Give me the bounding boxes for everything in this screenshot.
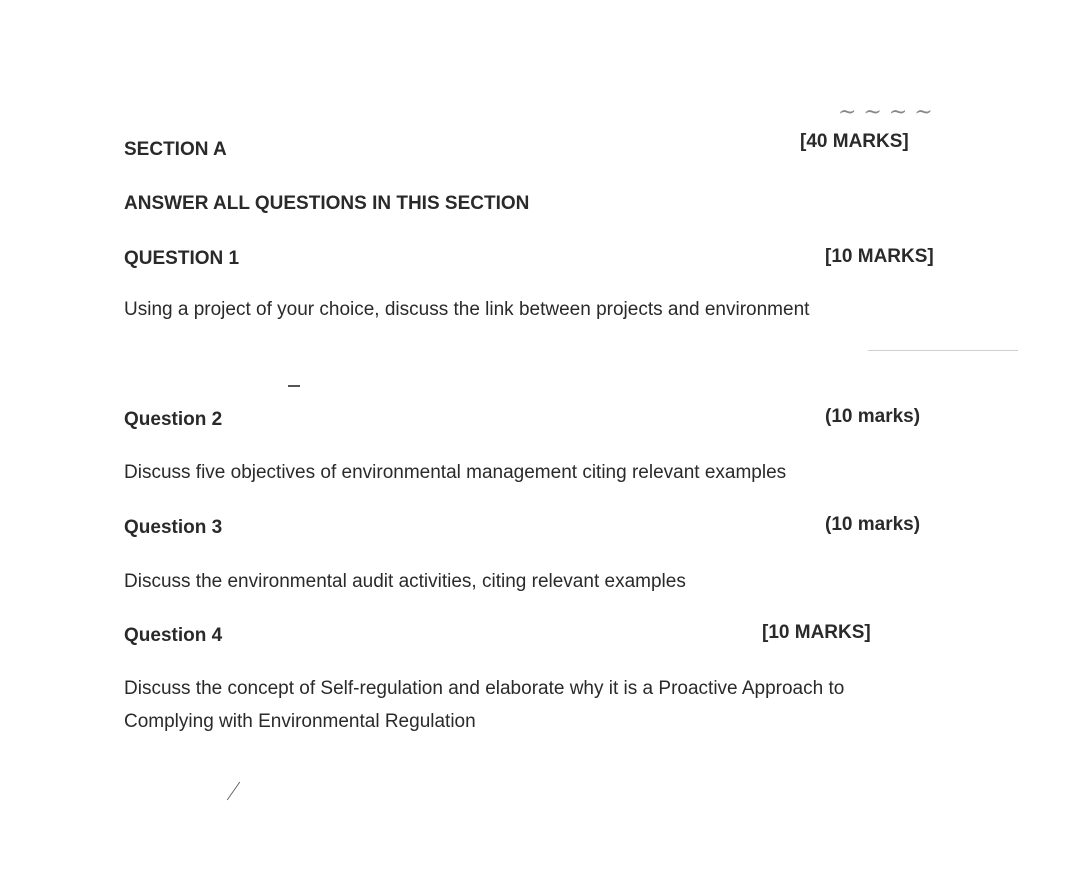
scan-mark bbox=[288, 385, 300, 387]
question-2-label: Question 2 bbox=[124, 409, 223, 430]
scan-mark bbox=[868, 350, 1018, 351]
question-3-label: Question 3 bbox=[124, 517, 223, 538]
question-4-marks: [10 MARKS] bbox=[762, 622, 871, 643]
question-3-marks: (10 marks) bbox=[825, 514, 921, 535]
scan-mark bbox=[227, 782, 240, 801]
section-marks: [40 MARKS] bbox=[800, 131, 909, 152]
question-3-text: Discuss the environmental audit activities, citing relevant examples bbox=[124, 571, 686, 592]
question-4-text-line-1: Discuss the concept of Self-regulation and elaborate why it is a Proactive Approach to bbox=[124, 678, 845, 699]
question-1-label: QUESTION 1 bbox=[124, 248, 240, 269]
question-1-text: Using a project of your choice, discuss the link between projects and environment bbox=[124, 299, 810, 320]
question-4-text-line-2: Complying with Environmental Regulation bbox=[124, 711, 476, 732]
question-2-marks: (10 marks) bbox=[825, 406, 921, 427]
bleed-through-handwriting: ~ ~ ~ ~ bbox=[838, 100, 933, 125]
section-title: SECTION A bbox=[124, 139, 227, 160]
section-instruction: ANSWER ALL QUESTIONS IN THIS SECTION bbox=[124, 193, 530, 214]
question-4-label: Question 4 bbox=[124, 625, 223, 646]
question-2-text: Discuss five objectives of environmental management citing relevant examples bbox=[124, 462, 787, 483]
question-1-marks: [10 MARKS] bbox=[825, 246, 934, 267]
